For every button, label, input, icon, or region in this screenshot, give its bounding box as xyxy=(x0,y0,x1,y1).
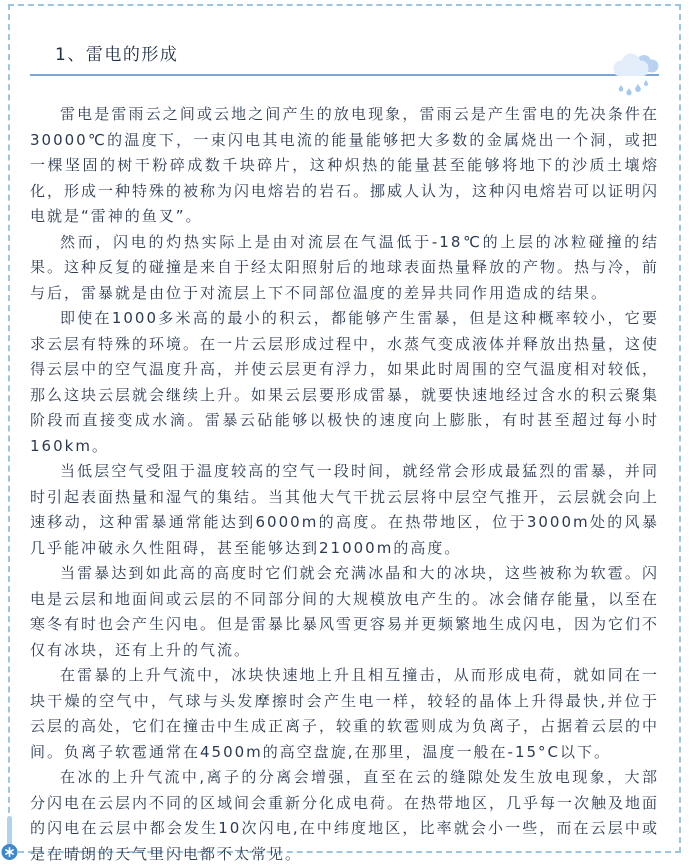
rain-cloud-icon xyxy=(608,52,664,98)
paragraph-3: 即使在1000多米高的最小的积云，都能够产生雷暴，但是这种概率较小，它要求云层有特殊的环境。在一片云层形成过程中，水蒸气变成液体并释放出热量，这使得云层中的空气温度升高，并使云层更有浮力，如果此时周围的空气温度相对较低，那么这块云层就会继续上升。如果云层要形成雷暴，就要快速地经过含水的积云聚集阶段而直接变成水滴。雷暴云砧能够以极快的速度向上膨胀，有时甚至超过每小时160km。 xyxy=(30,309,660,455)
paragraph-4: 当低层空气受阻于温度较高的空气一段时间，就经常会形成最猛烈的雷暴，并同时引起表面热量和湿气的集结。当其他大气干扰云层将中层空气推开，云层就会向上速移动，这种雷暴通常能达到6000m的高度。在热带地区，位于3000m处的风暴几乎能冲破永久性阻碍，甚至能够达到21000m的高度。 xyxy=(30,462,660,557)
page-content xyxy=(30,0,659,867)
paragraph-2: 然而，闪电的灼热实际上是由对流层在气温低于-18℃的上层的冰粒碰撞的结果。这种反复的碰撞是来自于经太阳照射后的地球表面热量释放的产物。热与冷，前与后，雷暴就是由位于对流层上下不同部位温度的差异共同作用造成的结果。 xyxy=(30,232,660,302)
section-title-block xyxy=(30,40,659,76)
pin-marker-icon xyxy=(1,815,21,863)
paragraph-1: 雷电是雷雨云之间或云地之间产生的放电现象，雷雨云是产生雷电的先决条件在30000℃的温度下，一束闪电其电流的能量能够把大多数的金属烧出一个洞，或把一棵坚固的树干粉碎成数千块碎片，这种炽热的能量甚至能够将地下的沙质土壤熔化，形成一种特殊的被称为闪电熔岩的岩石。挪威人认为，这种闪电熔岩可以证明闪电就是“雷神的鱼叉”。 xyxy=(30,105,660,225)
page-title: 1、雷电的形成 xyxy=(55,45,179,65)
paragraph-7: 在冰的上升气流中,离子的分离会增强，直至在云的缝隙处发生放电现象，大部分闪电在云层内不同的区域间会重新分化成电荷。在热带地区，几乎每一次触及地面的闪电在云层中都会发生10次闪电,在中纬度地区，比率就会小一些，而在云层中或是在晴朗的天气里闪电都不太常见。 xyxy=(30,768,660,863)
article-body xyxy=(30,102,659,867)
paragraph-5: 当雷暴达到如此高的高度时它们就会充满冰晶和大的冰块，这些被称为软雹。闪电是云层和地面间或云层的不同部分间的大规模放电产生的。冰会储存能量，以至在寒冬有时也会产生闪电。但是雷暴比暴风雪更容易并更频繁地生成闪电，因为它们不仅有冰块，还有上升的气流。 xyxy=(30,564,660,659)
paragraph-6: 在雷暴的上升气流中，冰块快速地上升且相互撞击，从而形成电荷，就如同在一块干燥的空气中，气球与头发摩擦时会产生电一样，较轻的晶体上升得最快,并位于云层的高处，它们在撞击中生成正离子，较重的软雹则成为负离子，占据着云层的中间。负离子软雹通常在4500m的高空盘旋,在那里，温度一般在-15°C以下。 xyxy=(30,666,660,761)
